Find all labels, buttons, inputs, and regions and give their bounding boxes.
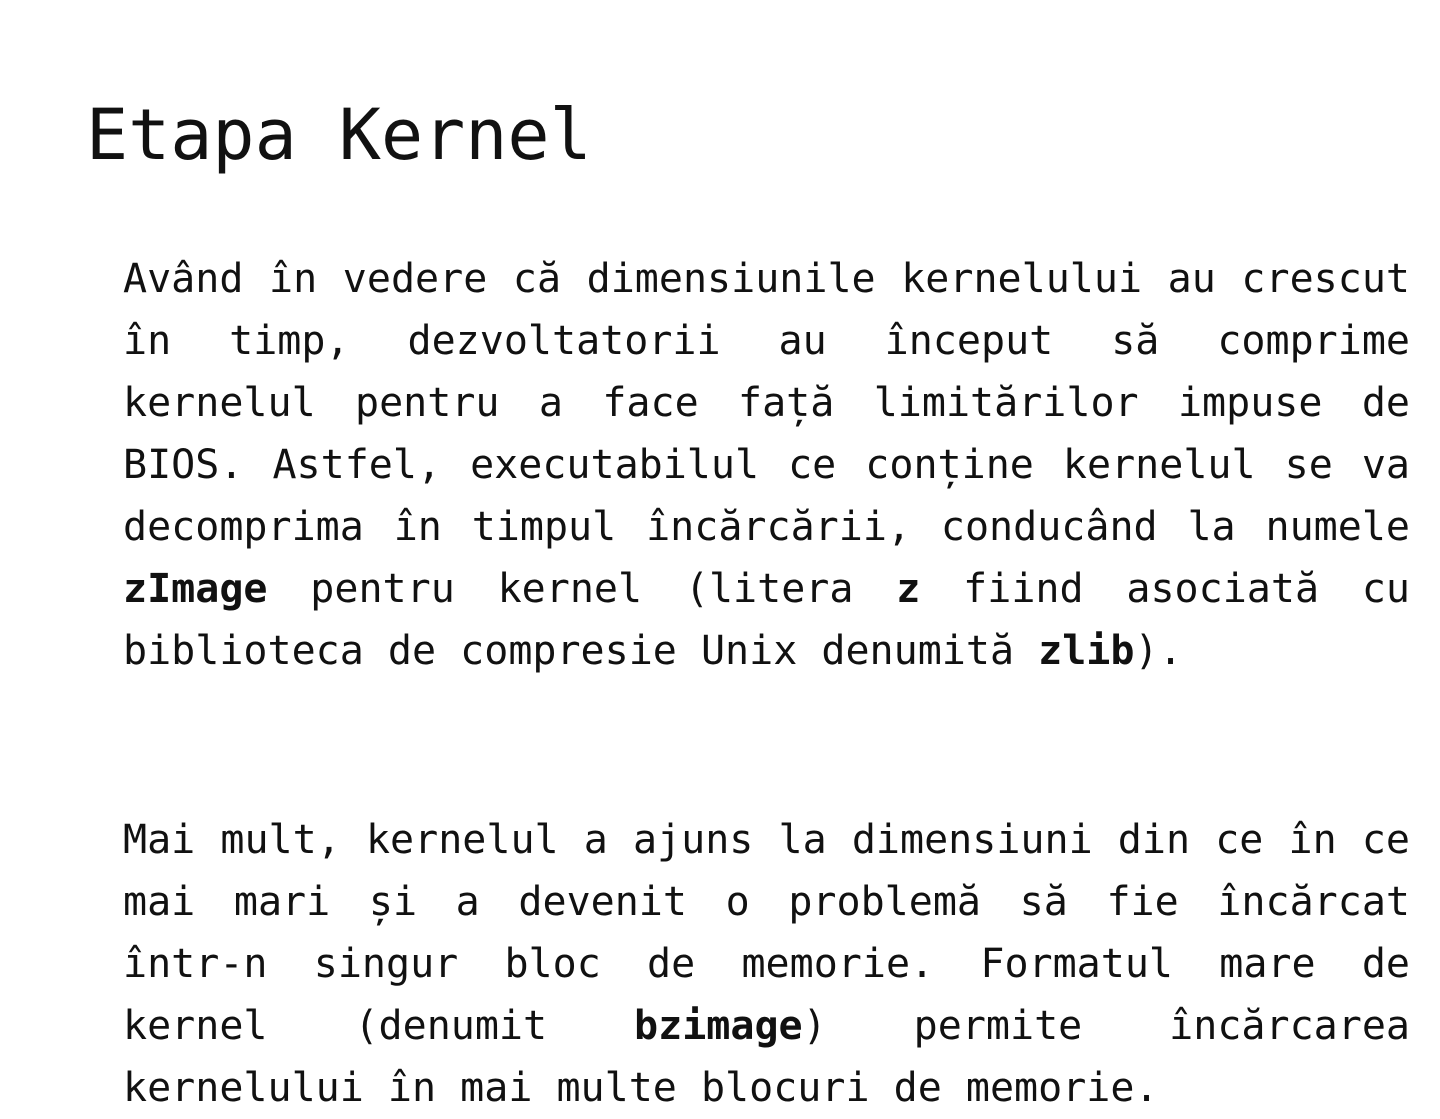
paragraph-1-container [123, 248, 1410, 682]
paragraph-1-text-d: ). [1134, 628, 1183, 674]
paragraph-1-text-c: fiind asociată cu biblioteca de compresie Unix denumită [123, 566, 1410, 674]
keyword-zlib: zlib [1038, 628, 1135, 674]
paragraph-2-container [123, 809, 1410, 1119]
paragraph-1 [123, 248, 1410, 682]
paragraph-1-text-a: Având în vedere că dimensiunile kernelului au crescut în timp, dezvoltatorii au început să comprime kernelul pentru a face față limitărilor impuse de BIOS. Astfel, executabilul ce conține kernelul se va decomprima în timpul încărcării, conducând la numele [123, 256, 1410, 550]
slide-title: Etapa Kernel [86, 94, 592, 176]
paragraph-2-text-a: Mai mult, kernelul a ajuns la dimensiuni din ce în ce mai mari și a devenit o problemă să fie încărcat într-n singur bloc de memorie. Formatul mare de kernel (denumit [123, 817, 1410, 1049]
keyword-zimage: zImage [123, 566, 268, 612]
paragraph-1-text-b: pentru kernel (litera [267, 566, 897, 612]
keyword-z: z [896, 566, 921, 612]
paragraph-2 [123, 809, 1410, 1119]
keyword-bzimage: bzimage [634, 1003, 803, 1049]
paragraph-2-text-b: ) permite încărcarea kernelului în mai multe blocuri de memorie. [123, 1003, 1410, 1111]
